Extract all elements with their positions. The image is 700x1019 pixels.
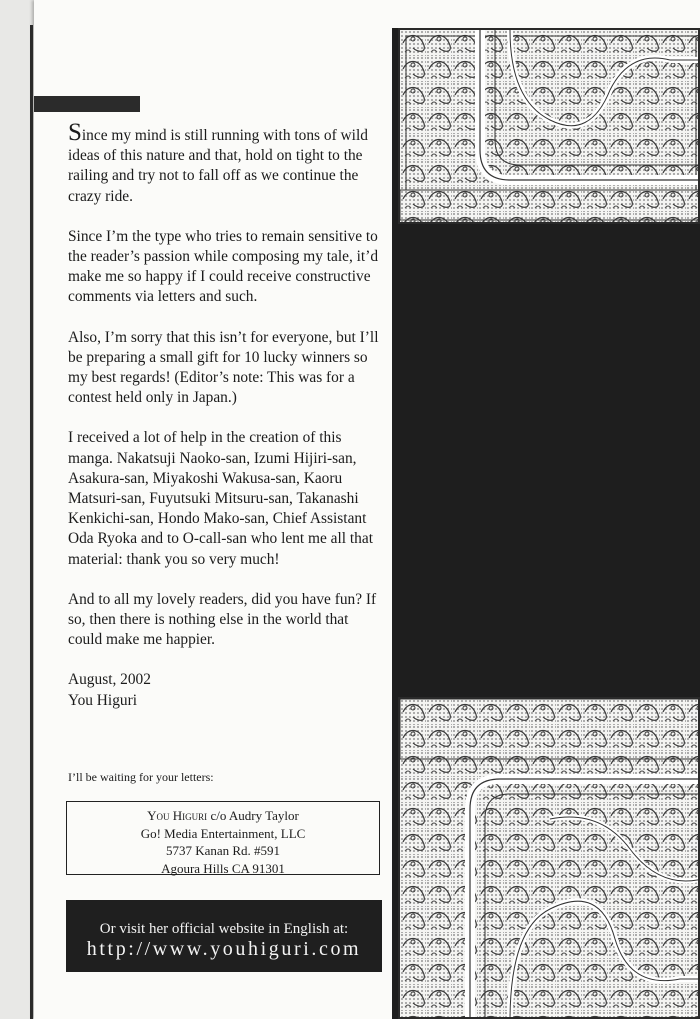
waiting-note: I’ll be waiting for your letters: (68, 770, 214, 784)
drop-cap: S (68, 119, 82, 146)
arabesque-pattern-top (400, 30, 700, 224)
letter-author: You Higuri (68, 691, 137, 709)
letter-date: August, 2002 (68, 671, 151, 689)
address-care-of: c/o Audry Taylor (210, 808, 299, 823)
binding-edge (30, 25, 33, 1019)
letter-paragraph-5: And to all my lovely readers, did you have fun? If so, then there is nothing else in the world that could make me happier. (68, 590, 377, 649)
arabesque-pattern-bottom (400, 699, 700, 1019)
address-company: Go! Media Entertainment, LLC (140, 825, 306, 841)
mailing-address-box (66, 801, 380, 875)
letter-paragraph-3: Also, I’m sorry that this isn’t for everyone, but I’ll be preparing a small gift for 10 lucky winners so my best regards! (Editor’s note: This was for a contest held only in Japan.) (68, 328, 379, 407)
letter-paragraph-4: I received a lot of help in the creation of this manga. Nakatsuji Naoko-san, Izumi Hijiri-san, Asakura-san, Miyakoshi Wakusa-san, Kaoru Matsuri-san, Fuyutsuki Mitsuru-san, Takanashi Kenkichi-san, Hondo Mako-san, Chief Assistant Oda Ryoka and to O-call-san who lent me all that material: thank you so very much! (68, 429, 373, 568)
letter-paragraph-2: Since I’m the type who tries to remain sensitive to the reader’s passion while composing my tale, it’d make me so happy if I could receive constructive comments via letters and such. (68, 227, 379, 306)
address-street: 5737 Kanan Rd. #591 (165, 843, 281, 858)
letter-body (68, 119, 380, 711)
letter-paragraph-1 (68, 119, 380, 207)
website-intro: Or visit her official website in English at: (99, 921, 349, 937)
address-name-line (67, 807, 379, 825)
address-name: You Higuri (147, 808, 208, 823)
paragraph-1-text: ince my mind is still running with tons of wild ideas of this nature and that, hold on tight to the railing and try not to fall off as we continue the crazy ride. (68, 127, 368, 205)
header-bar (34, 96, 140, 112)
website-banner (66, 900, 382, 972)
ornament-panel-bottom (398, 697, 700, 1019)
ornament-panel-top (398, 28, 700, 224)
address-city: Agoura Hills CA 91301 (161, 860, 285, 876)
website-url[interactable]: http://www.youhiguri.com (86, 938, 362, 960)
